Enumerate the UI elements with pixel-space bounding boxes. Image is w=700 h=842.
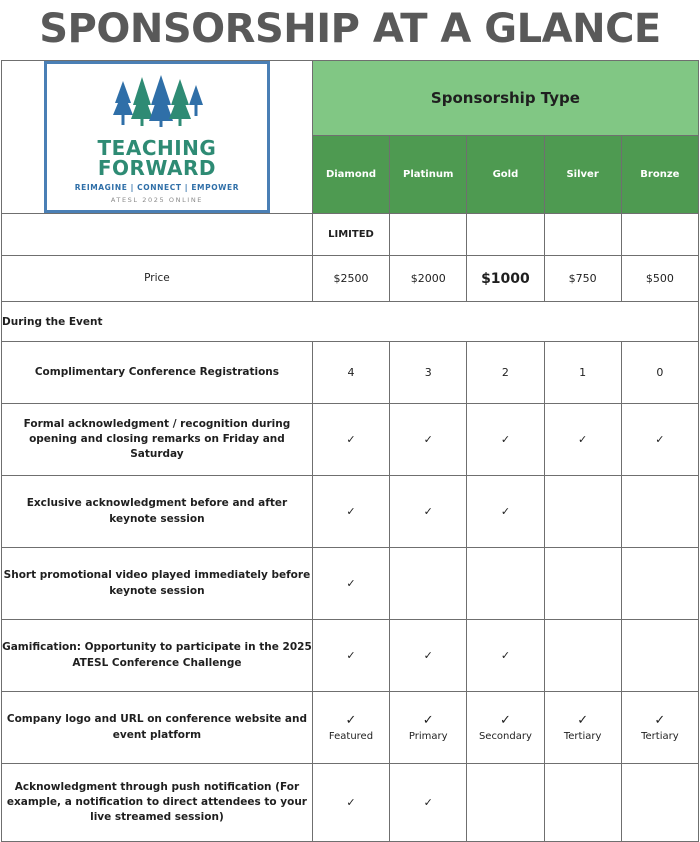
table-row — [2, 548, 699, 620]
gamification-diamond: ✓ — [312, 620, 389, 692]
limited-diamond: LIMITED — [312, 214, 389, 256]
logo-event-name: ATESL 2025 ONLINE — [110, 195, 203, 204]
exclusive-acknowledgment-silver — [544, 476, 621, 548]
row-label-company-logo: Company logo and URL on conference website and event platform — [2, 692, 313, 764]
push-notification-platinum: ✓ — [390, 764, 467, 842]
gamification-silver — [544, 620, 621, 692]
price-diamond: $2500 — [312, 256, 389, 302]
company-logo-platinum — [390, 692, 467, 764]
limited-bronze — [621, 214, 698, 256]
promotional-video-platinum — [390, 548, 467, 620]
registrations-platinum: 3 — [390, 342, 467, 404]
push-notification-silver — [544, 764, 621, 842]
table-row — [2, 404, 699, 476]
company-logo-bronze — [621, 692, 698, 764]
price-row-label: Price — [2, 256, 313, 302]
limited-row — [2, 214, 699, 256]
limited-silver — [544, 214, 621, 256]
sponsorship-type-header: Sponsorship Type — [312, 61, 698, 136]
price-platinum: $2000 — [390, 256, 467, 302]
limited-gold — [467, 214, 544, 256]
formal-acknowledgment-platinum: ✓ — [390, 404, 467, 476]
exclusive-acknowledgment-diamond: ✓ — [312, 476, 389, 548]
row-label-registrations: Complimentary Conference Registrations — [2, 342, 313, 404]
limited-platinum — [390, 214, 467, 256]
table-row — [2, 476, 699, 548]
tier-header-diamond: Diamond — [312, 136, 389, 214]
logo-tagline: REIMAGINE | CONNECT | EMPOWER — [74, 182, 240, 192]
check-icon: ✓ — [654, 712, 666, 728]
promotional-video-silver — [544, 548, 621, 620]
sponsorship-table — [1, 60, 699, 842]
tier-header-platinum: Platinum — [390, 136, 467, 214]
table-row — [2, 342, 699, 404]
formal-acknowledgment-silver: ✓ — [544, 404, 621, 476]
table-row — [2, 764, 699, 842]
check-icon: ✓ — [422, 712, 434, 728]
promotional-video-diamond: ✓ — [312, 548, 389, 620]
price-silver: $750 — [544, 256, 621, 302]
promotional-video-gold — [467, 548, 544, 620]
limited-row-label — [2, 214, 313, 256]
company-logo-platinum-sub: Primary — [408, 731, 448, 743]
company-logo-diamond — [312, 692, 389, 764]
check-icon: ✓ — [499, 712, 511, 728]
row-label-exclusive-acknowledgment: Exclusive acknowledgment before and after keynote session — [2, 476, 313, 548]
logo-cell — [2, 61, 313, 214]
table-header-row — [2, 61, 699, 136]
formal-acknowledgment-bronze: ✓ — [621, 404, 698, 476]
company-logo-gold — [467, 692, 544, 764]
check-icon: ✓ — [345, 712, 357, 728]
tier-header-gold: Gold — [467, 136, 544, 214]
tier-header-silver: Silver — [544, 136, 621, 214]
registrations-diamond: 4 — [312, 342, 389, 404]
company-logo-gold-sub: Secondary — [478, 731, 532, 743]
table-row — [2, 692, 699, 764]
company-logo-bronze-sub: Tertiary — [641, 731, 679, 743]
exclusive-acknowledgment-bronze — [621, 476, 698, 548]
company-logo-silver — [544, 692, 621, 764]
logo-name-line1: TEACHING — [97, 135, 217, 160]
logo-box — [44, 61, 270, 213]
row-label-promotional-video: Short promotional video played immediately before keynote session — [2, 548, 313, 620]
push-notification-gold — [467, 764, 544, 842]
exclusive-acknowledgment-gold: ✓ — [467, 476, 544, 548]
company-logo-silver-sub: Tertiary — [563, 731, 602, 743]
section-header-during-event — [2, 302, 699, 342]
page-title: SPONSORSHIP AT A GLANCE — [39, 6, 661, 52]
price-row — [2, 256, 699, 302]
section-header-label: During the Event — [2, 302, 699, 342]
gamification-platinum: ✓ — [390, 620, 467, 692]
exclusive-acknowledgment-platinum: ✓ — [390, 476, 467, 548]
push-notification-bronze — [621, 764, 698, 842]
price-gold: $1000 — [467, 256, 544, 302]
row-label-gamification: Gamification: Opportunity to participate in the 2025 ATESL Conference Challenge — [2, 620, 313, 692]
promotional-video-bronze — [621, 548, 698, 620]
company-logo-diamond-sub: Featured — [328, 731, 374, 743]
tier-header-bronze: Bronze — [621, 136, 698, 214]
registrations-silver: 1 — [544, 342, 621, 404]
row-label-formal-acknowledgment: Formal acknowledgment / recognition during opening and closing remarks on Friday and Saturday — [2, 404, 313, 476]
registrations-bronze: 0 — [621, 342, 698, 404]
price-bronze: $500 — [621, 256, 698, 302]
registrations-gold: 2 — [467, 342, 544, 404]
check-icon: ✓ — [577, 712, 589, 728]
row-label-push-notification: Acknowledgment through push notification (For example, a notification to direct attendees to your live streamed session) — [2, 764, 313, 842]
push-notification-diamond: ✓ — [312, 764, 389, 842]
gamification-bronze — [621, 620, 698, 692]
table-row — [2, 620, 699, 692]
gamification-gold: ✓ — [467, 620, 544, 692]
logo-name-line2: FORWARD — [97, 155, 217, 180]
pine-trees-icon — [109, 75, 205, 134]
formal-acknowledgment-gold: ✓ — [467, 404, 544, 476]
formal-acknowledgment-diamond: ✓ — [312, 404, 389, 476]
